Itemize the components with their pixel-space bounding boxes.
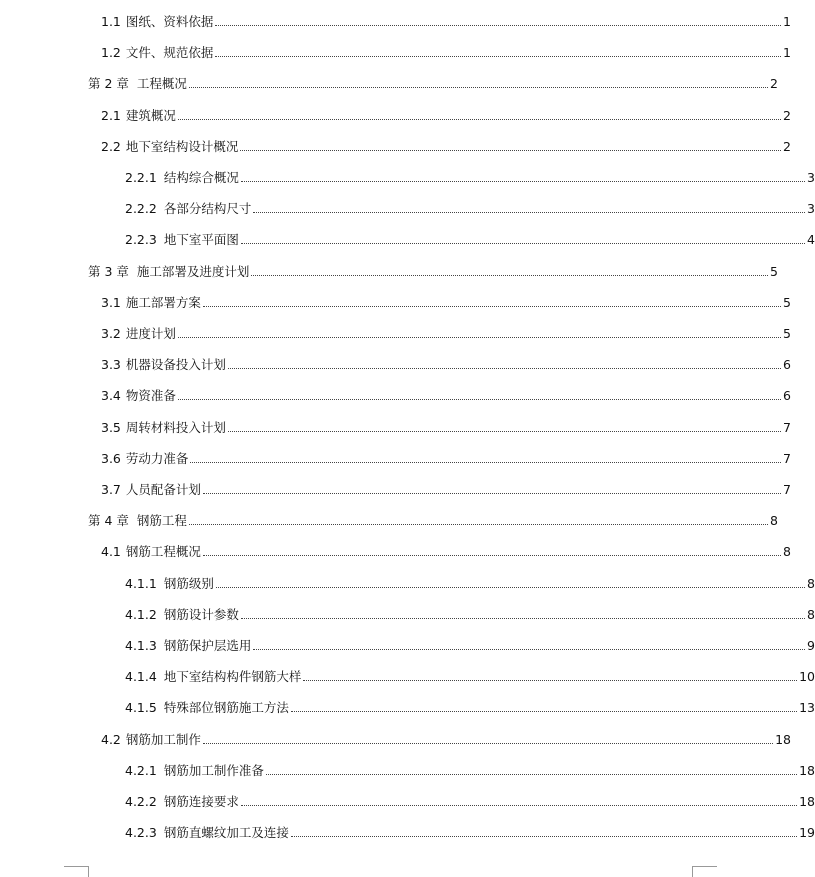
toc-entry-number: 2.2.1 [125, 170, 157, 185]
toc-entry-number: 4.1.3 [125, 638, 157, 653]
toc-entry[interactable] [0, 790, 815, 810]
toc-entry-title: 钢筋级别 [163, 575, 214, 591]
toc-entry[interactable] [0, 166, 815, 186]
toc-dot-leader [253, 648, 805, 650]
toc-entry-page-number: 5 [783, 326, 791, 341]
toc-entry-page-number: 19 [799, 825, 815, 841]
toc-dot-leader [216, 586, 805, 588]
toc-entry-number: 3.5 [101, 419, 121, 435]
toc-entry-number: 2.2.3 [125, 232, 157, 248]
toc-entry[interactable] [0, 353, 791, 373]
toc-entry[interactable] [0, 104, 791, 124]
toc-dot-leader [189, 86, 768, 88]
toc-entry-number: 4.1 [101, 544, 121, 560]
toc-entry-title: 钢筋工程 [136, 513, 187, 529]
toc-dot-leader [253, 211, 805, 213]
toc-entry-number: 4.2.2 [125, 794, 157, 809]
toc-entry-page-number: 18 [799, 762, 815, 778]
page-corner-mark-left [64, 866, 89, 877]
toc-dot-leader [251, 274, 768, 276]
toc-dot-leader [240, 149, 781, 151]
toc-dot-leader [291, 835, 797, 837]
toc-entry-number: 第 4 章 [88, 513, 129, 529]
toc-dot-leader [178, 336, 781, 338]
toc-entry[interactable] [0, 228, 815, 248]
toc-entry[interactable] [0, 72, 778, 92]
toc-entry-number: 2.2 [101, 138, 121, 154]
page-corner-mark-right [692, 866, 717, 877]
toc-entry-title: 结构综合概况 [163, 170, 239, 185]
toc-entry-number: 第 2 章 [88, 76, 129, 92]
toc-entry-title: 文件、规范依据 [125, 45, 214, 61]
toc-dot-leader [190, 461, 781, 463]
toc-entry-number: 3.1 [101, 294, 121, 310]
toc-entry-page-number: 3 [807, 170, 815, 185]
toc-entry-number: 4.1.2 [125, 606, 157, 622]
toc-dot-leader [178, 118, 781, 120]
toc-entry[interactable] [0, 572, 815, 592]
toc-entry-title: 地下室结构设计概况 [125, 138, 239, 154]
toc-dot-leader [291, 710, 797, 712]
toc-entry[interactable] [0, 197, 815, 217]
toc-dot-leader [203, 492, 781, 494]
toc-dot-leader [215, 24, 781, 26]
toc-dot-leader [203, 742, 773, 744]
toc-entry[interactable] [0, 291, 791, 311]
toc-entry-number: 4.1.5 [125, 700, 157, 716]
toc-entry-title: 特殊部位钢筋施工方法 [163, 700, 289, 716]
toc-entry-page-number: 6 [783, 388, 791, 404]
toc-entry-title: 进度计划 [125, 326, 176, 341]
toc-entry-number: 2.2.2 [125, 201, 157, 217]
toc-entry-number: 4.2.1 [125, 762, 157, 778]
toc-entry[interactable] [0, 696, 815, 716]
toc-entry[interactable] [0, 728, 791, 748]
toc-entry-title: 各部分结构尺寸 [163, 201, 252, 217]
toc-entry-number: 4.1.1 [125, 575, 157, 591]
toc-entry-title: 物资准备 [125, 388, 176, 404]
toc-entry-number: 4.2 [101, 731, 121, 747]
toc-entry[interactable] [0, 416, 791, 436]
toc-dot-leader [178, 398, 781, 400]
toc-entry-page-number: 7 [783, 419, 791, 435]
toc-dot-leader [241, 242, 805, 244]
toc-entry[interactable] [0, 603, 815, 623]
toc-entry-number: 4.2.3 [125, 825, 157, 841]
toc-dot-leader [241, 804, 797, 806]
toc-entry-number: 1.1 [101, 14, 121, 29]
toc-entry-page-number: 2 [770, 76, 778, 92]
toc-dot-leader [303, 679, 797, 681]
toc-entry-page-number: 5 [770, 263, 778, 279]
toc-dot-leader [228, 430, 781, 432]
toc-entry-number: 3.3 [101, 357, 121, 373]
toc-entry-title: 钢筋工程概况 [125, 544, 201, 560]
toc-entry[interactable] [0, 759, 815, 779]
toc-entry-page-number: 13 [799, 700, 815, 716]
toc-entry-number: 3.6 [101, 450, 121, 466]
toc-entry-title: 钢筋连接要求 [163, 794, 239, 809]
toc-entry-page-number: 2 [783, 138, 791, 154]
toc-entry-title: 图纸、资料依据 [125, 14, 214, 29]
toc-dot-leader [215, 55, 781, 57]
toc-entry[interactable] [0, 447, 791, 467]
toc-entry-title: 周转材料投入计划 [125, 419, 226, 435]
toc-dot-leader [241, 617, 805, 619]
toc-dot-leader [266, 773, 797, 775]
toc-entry[interactable] [0, 540, 791, 560]
toc-entry-page-number: 10 [799, 669, 815, 685]
toc-entry-title: 机器设备投入计划 [125, 357, 226, 373]
toc-entry[interactable] [0, 10, 791, 30]
toc-entry-title: 钢筋保护层选用 [163, 638, 252, 653]
toc-entry-page-number: 3 [807, 201, 815, 217]
toc-entry[interactable] [0, 478, 791, 498]
toc-entry-title: 钢筋设计参数 [163, 606, 239, 622]
toc-entry-number: 3.4 [101, 388, 121, 404]
toc-entry-title: 建筑概况 [125, 107, 176, 123]
toc-entry-title: 人员配备计划 [125, 482, 201, 497]
toc-dot-leader [203, 554, 781, 556]
toc-entry-number: 4.1.4 [125, 669, 157, 685]
toc-entry-page-number: 1 [783, 45, 791, 61]
toc-entry-page-number: 18 [799, 794, 815, 809]
toc-entry[interactable] [0, 509, 778, 529]
toc-entry-page-number: 7 [783, 482, 791, 497]
toc-entry-title: 钢筋直螺纹加工及连接 [163, 825, 289, 841]
toc-dot-leader [203, 305, 781, 307]
toc-entry-page-number: 8 [770, 513, 778, 529]
toc-entry-page-number: 8 [807, 575, 815, 591]
toc-entry-page-number: 4 [807, 232, 815, 248]
toc-entry-page-number: 5 [783, 294, 791, 310]
toc-entry-title: 钢筋加工制作 [125, 731, 201, 747]
toc-entry[interactable] [0, 634, 815, 654]
toc-entry-page-number: 9 [807, 638, 815, 653]
toc-entry-number: 第 3 章 [88, 263, 129, 279]
toc-entry-number: 2.1 [101, 107, 121, 123]
toc-entry-page-number: 18 [775, 731, 791, 747]
toc-entry-page-number: 8 [783, 544, 791, 560]
toc-entry-page-number: 8 [807, 606, 815, 622]
toc-entry-page-number: 7 [783, 450, 791, 466]
toc-entry[interactable] [0, 821, 815, 841]
toc-entry-number: 3.2 [101, 326, 121, 341]
toc-entry-page-number: 2 [783, 107, 791, 123]
toc-entry[interactable] [0, 135, 791, 155]
toc-entry-page-number: 6 [783, 357, 791, 373]
toc-entry-title: 地下室结构构件钢筋大样 [163, 669, 302, 685]
toc-entry-title: 钢筋加工制作准备 [163, 762, 264, 778]
toc-entry[interactable] [0, 665, 815, 685]
toc-entry[interactable] [0, 384, 791, 404]
toc-entry-title: 工程概况 [136, 76, 187, 92]
toc-dot-leader [228, 367, 781, 369]
toc-entry[interactable] [0, 322, 791, 342]
toc-entry-title: 施工部署及进度计划 [136, 263, 250, 279]
toc-entry-title: 地下室平面图 [163, 232, 239, 248]
toc-dot-leader [189, 523, 768, 525]
toc-entry-title: 劳动力准备 [125, 450, 189, 466]
toc-entry-title: 施工部署方案 [125, 294, 201, 310]
toc-entry[interactable] [0, 260, 778, 280]
toc-entry-page-number: 1 [783, 14, 791, 29]
toc-dot-leader [241, 180, 805, 182]
toc-entry-number: 1.2 [101, 45, 121, 61]
toc-entry[interactable] [0, 41, 791, 61]
toc-entry-number: 3.7 [101, 482, 121, 497]
